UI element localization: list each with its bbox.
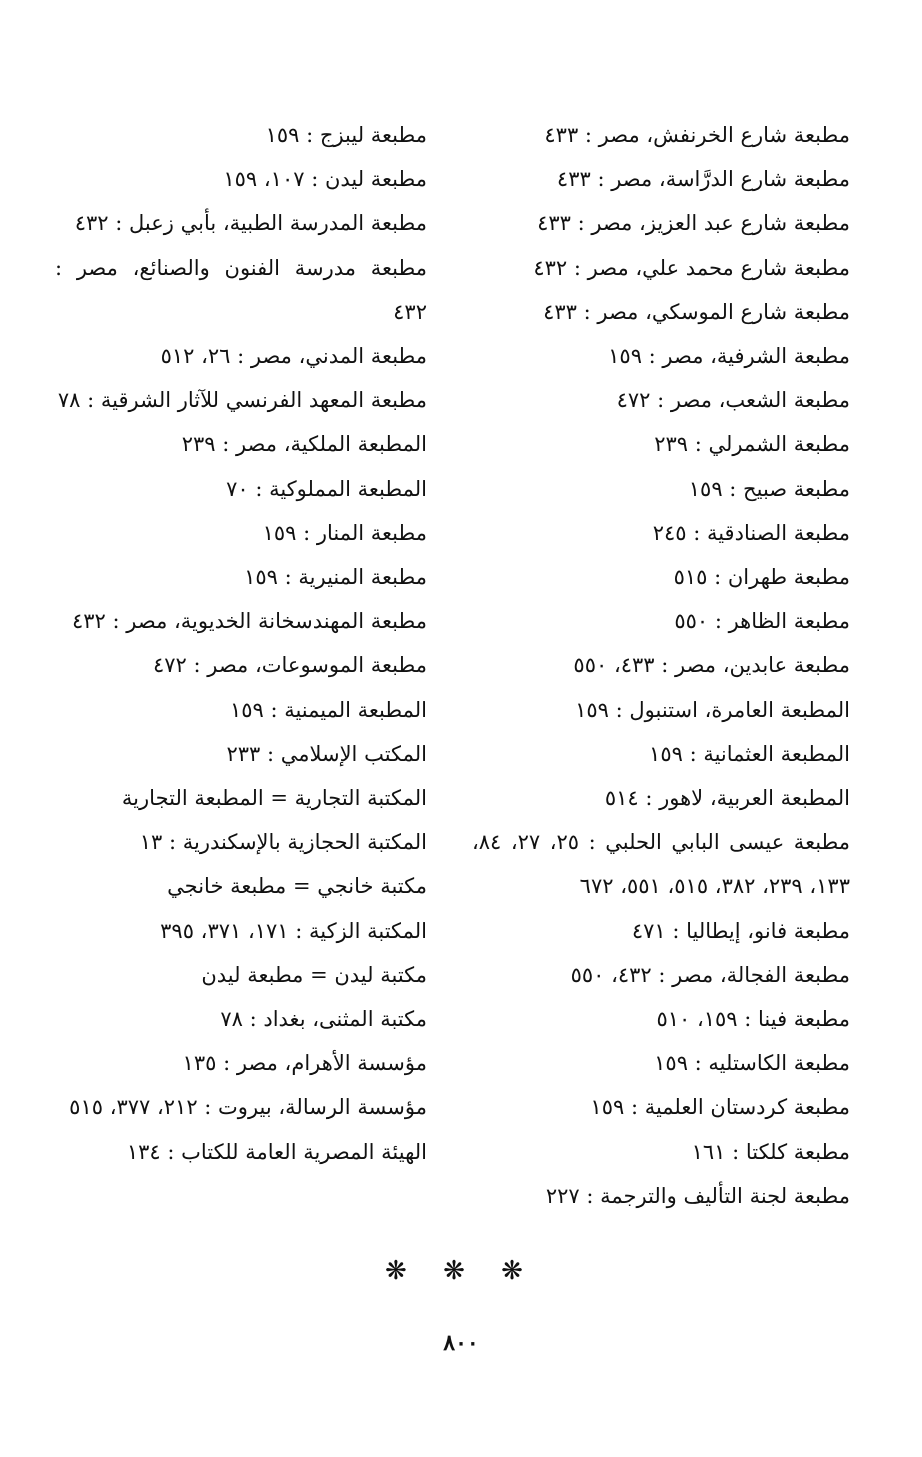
index-entry: مطبعة الصنادقية : ٢٤٥ bbox=[652, 520, 850, 545]
index-entry: مطبعة شارع عبد العزيز، مصر : ٤٣٣ bbox=[537, 211, 850, 236]
index-entry: مطبعة المهندسخانة الخديوية، مصر : ٤٣٢ bbox=[72, 609, 427, 634]
index-entry: المكتبة التجارية = المطبعة التجارية bbox=[121, 786, 427, 811]
index-entry: مطبعة الكاستليه : ١٥٩ bbox=[654, 1051, 850, 1076]
index-entry: المطبعة العثمانية : ١٥٩ bbox=[649, 741, 850, 766]
index-entry: المطبعة المملوكية : ٧٠ bbox=[226, 476, 427, 501]
index-column-left bbox=[55, 113, 427, 1174]
index-entry: مؤسسة الرسالة، بيروت : ٢١٢، ٣٧٧، ٥١٥ bbox=[69, 1095, 427, 1120]
index-entry: مطبعة الشرفية، مصر : ١٥٩ bbox=[608, 344, 850, 369]
index-entry: المطبعة الملكية، مصر : ٢٣٩ bbox=[181, 432, 427, 457]
index-entry: الهيئة المصرية العامة للكتاب : ١٣٤ bbox=[126, 1139, 427, 1164]
index-entry: المطبعة العامرة، استنبول : ١٥٩ bbox=[575, 697, 850, 722]
index-entry: مطبعة فينا : ١٥٩، ٥١٠ bbox=[656, 1007, 850, 1032]
index-entry: مطبعة لجنة التأليف والترجمة : ٢٢٧ bbox=[545, 1183, 850, 1208]
index-entry: مكتبة ليدن = مطبعة ليدن bbox=[201, 962, 427, 987]
index-entry: مطبعة شارع الموسكي، مصر : ٤٣٣ bbox=[543, 299, 850, 324]
section-ornament: ❋ ❋ ❋ bbox=[385, 1256, 537, 1286]
index-entry: مطبعة شارع محمد علي، مصر : ٤٣٢ bbox=[533, 255, 850, 280]
index-entry: مطبعة المدرسة الطبية، بأبي زعبل : ٤٣٢ bbox=[74, 211, 427, 236]
index-entry: مطبعة فانو، إيطاليا : ٤٧١ bbox=[631, 918, 850, 943]
index-entry: مطبعة كلكتا : ١٦١ bbox=[691, 1139, 850, 1164]
index-entry: مكتبة خانجي = مطبعة خانجي bbox=[167, 874, 427, 899]
page-number: ٨٠٠ bbox=[443, 1330, 479, 1356]
index-entry: مكتبة المثنى، بغداد : ٧٨ bbox=[220, 1007, 427, 1032]
index-entry: المكتبة الزكية : ١٧١، ٣٧١، ٣٩٥ bbox=[160, 918, 427, 943]
index-entry: مطبعة الفجالة، مصر : ٤٣٢، ٥٥٠ bbox=[570, 962, 850, 987]
index-entry: مؤسسة الأهرام، مصر : ١٣٥ bbox=[182, 1051, 427, 1076]
index-entry: مطبعة عيسى البابي الحلبي : ٢٥، ٢٧، ٨٤، ١٣٣، ٢٣٩، ٣٨٢، ٥١٥، ٥٥١، ٦٧٢ bbox=[472, 830, 851, 899]
index-entry: مطبعة عابدين، مصر : ٤٣٣، ٥٥٠ bbox=[573, 653, 850, 678]
index-entry: مطبعة مدرسة الفنون والصنائع، مصر : ٤٣٢ bbox=[55, 255, 427, 324]
index-entry: مطبعة المعهد الفرنسي للآثار الشرقية : ٧٨ bbox=[57, 388, 427, 413]
index-entry: مطبعة الشعب، مصر : ٤٧٢ bbox=[616, 388, 850, 413]
index-entry: المكتب الإسلامي : ٢٣٣ bbox=[226, 741, 427, 766]
index-entry: مطبعة صبيح : ١٥٩ bbox=[688, 476, 850, 501]
index-column-right bbox=[472, 113, 850, 1218]
index-entry: مطبعة الشمرلي : ٢٣٩ bbox=[654, 432, 850, 457]
index-entry: مطبعة شارع الدرَّاسة، مصر : ٤٣٣ bbox=[556, 167, 850, 192]
index-entry: المطبعة الميمنية : ١٥٩ bbox=[229, 697, 427, 722]
index-entry: مطبعة المنار : ١٥٩ bbox=[262, 520, 427, 545]
index-entry: المطبعة العربية، لاهور : ٥١٤ bbox=[604, 786, 850, 811]
index-entry: مطبعة الظاهر : ٥٥٠ bbox=[674, 609, 850, 634]
index-entry: المكتبة الحجازية بالإسكندرية : ١٣ bbox=[139, 830, 427, 855]
index-entry: مطبعة ليبزج : ١٥٩ bbox=[265, 123, 427, 147]
index-entry: مطبعة الموسوعات، مصر : ٤٧٢ bbox=[152, 653, 427, 678]
index-entry: مطبعة كردستان العلمية : ١٥٩ bbox=[590, 1095, 850, 1120]
index-entry: مطبعة المنيرية : ١٥٩ bbox=[244, 565, 427, 590]
index-entry: مطبعة شارع الخرنفش، مصر : ٤٣٣ bbox=[544, 123, 850, 147]
index-entry: مطبعة طهران : ٥١٥ bbox=[673, 565, 850, 590]
index-entry: مطبعة المدني، مصر : ٢٦، ٥١٢ bbox=[160, 344, 427, 369]
index-entry: مطبعة ليدن : ١٠٧، ١٥٩ bbox=[223, 167, 427, 192]
